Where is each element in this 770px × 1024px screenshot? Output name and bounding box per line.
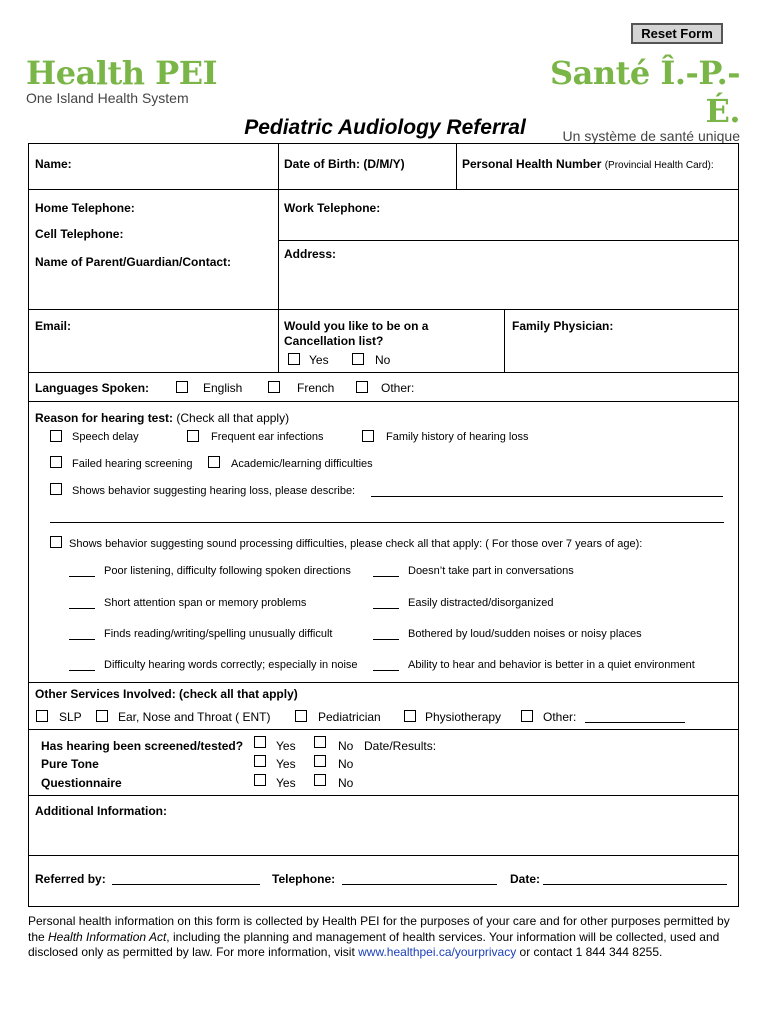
privacy-link[interactable]: www.healthpei.ca/yourprivacy (358, 945, 517, 959)
phn-label: Personal Health Number (462, 157, 602, 171)
screened-no-label: No (338, 739, 354, 753)
behavior-sound-processing-checkbox[interactable] (50, 536, 62, 548)
reason-heading: Reason for hearing test: (35, 411, 174, 425)
behavior-sound-processing-label: Shows behavior suggesting sound processing difficulties, please check all that apply: ( For those over 7 years of age): (69, 538, 643, 550)
family-physician-label: Family Physician: (512, 319, 614, 333)
divider (28, 189, 739, 190)
loud-noises-blank[interactable] (373, 639, 399, 640)
ear-infections-checkbox[interactable] (187, 430, 199, 442)
cancellation-yes-checkbox[interactable] (288, 353, 300, 365)
attention-span-label: Short attention span or memory problems (104, 597, 307, 609)
english-label: English (203, 381, 243, 395)
divider (28, 682, 739, 683)
english-checkbox[interactable] (176, 381, 188, 393)
french-checkbox[interactable] (268, 381, 280, 393)
cell-telephone-label: Cell Telephone: (35, 227, 124, 241)
reading-writing-label: Finds reading/writing/spelling unusually difficult (104, 628, 333, 640)
privacy-act: Health Information Act (48, 929, 167, 944)
academic-checkbox[interactable] (208, 456, 220, 468)
ear-infections-label: Frequent ear infections (211, 431, 324, 443)
reason-heading-group (35, 411, 289, 425)
loud-noises-label: Bothered by loud/sudden noises or noisy places (408, 628, 642, 640)
screened-yes-checkbox[interactable] (254, 736, 266, 748)
cancellation-no-label: No (375, 353, 391, 367)
reading-writing-blank[interactable] (69, 639, 95, 640)
questionnaire-no-checkbox[interactable] (314, 774, 326, 786)
french-label: French (297, 381, 335, 395)
ent-label: Ear, Nose and Throat ( ENT) (118, 710, 271, 724)
failed-screening-label: Failed hearing screening (72, 458, 193, 470)
home-telephone-label: Home Telephone: (35, 201, 135, 215)
conversations-label: Doesn’t take part in conversations (408, 565, 574, 577)
quiet-environment-label: Ability to hear and behavior is better in a quiet environment (408, 659, 695, 671)
physiotherapy-label: Physiotherapy (425, 710, 502, 724)
attention-span-blank[interactable] (69, 608, 95, 609)
distracted-label: Easily distracted/disorganized (408, 597, 554, 609)
cancellation-question: Would you like to be on a Cancellation list? (284, 319, 429, 348)
academic-label: Academic/learning difficulties (231, 458, 373, 470)
privacy-text-3: or contact 1 844 344 8255. (516, 945, 663, 959)
slp-checkbox[interactable] (36, 710, 48, 722)
divider (278, 143, 279, 189)
pure-tone-no-label: No (338, 757, 354, 771)
behavior-hearing-loss-label: Shows behavior suggesting hearing loss, please describe: (72, 485, 356, 497)
health-pei-logo (26, 54, 217, 106)
distracted-blank[interactable] (373, 608, 399, 609)
referred-by-line[interactable] (112, 884, 260, 885)
pure-tone-label: Pure Tone (41, 757, 99, 771)
reset-form-button[interactable]: Reset Form (631, 23, 723, 44)
other-service-line[interactable] (585, 722, 685, 723)
other-language-label: Other: (381, 381, 415, 395)
reason-heading-note: (Check all that apply) (176, 411, 290, 425)
physiotherapy-checkbox[interactable] (404, 710, 416, 722)
questionnaire-yes-checkbox[interactable] (254, 774, 266, 786)
questionnaire-yes-label: Yes (276, 776, 296, 790)
work-telephone-label: Work Telephone: (284, 201, 381, 215)
name-label: Name: (35, 157, 72, 171)
quiet-environment-blank[interactable] (373, 670, 399, 671)
privacy-text-1: Personal health information on this form is collected by Health PEI for the purposes of your care and for other purposes permitted by the (28, 914, 730, 944)
other-language-checkbox[interactable] (356, 381, 368, 393)
health-pei-tagline: One Island Health System (26, 90, 189, 106)
divider (278, 240, 739, 241)
divider (28, 401, 739, 402)
privacy-text-2: , including the planning and management of health services. Your information will be collected, used and disclosed only as permitted by law. For more information, visit (28, 929, 720, 959)
behavior-hearing-loss-checkbox[interactable] (50, 483, 62, 495)
email-label: Email: (35, 319, 72, 333)
date-results-label: Date/Results: (364, 739, 437, 753)
phn-note: (Provincial Health Card): (604, 160, 714, 171)
other-service-checkbox[interactable] (521, 710, 533, 722)
pure-tone-yes-checkbox[interactable] (254, 755, 266, 767)
describe-line-2[interactable] (50, 522, 724, 523)
cancellation-yes-label: Yes (309, 353, 329, 367)
sante-ipe-logo-text: Santé Î.-P.-É. (550, 54, 740, 130)
pure-tone-no-checkbox[interactable] (314, 755, 326, 767)
parent-guardian-label: Name of Parent/Guardian/Contact: (35, 255, 232, 269)
failed-screening-checkbox[interactable] (50, 456, 62, 468)
conversations-blank[interactable] (373, 576, 399, 577)
additional-info-label: Additional Information: (35, 804, 167, 818)
ent-checkbox[interactable] (96, 710, 108, 722)
slp-label: SLP (59, 710, 82, 724)
screened-no-checkbox[interactable] (314, 736, 326, 748)
date-label: Date: (510, 872, 541, 886)
services-heading: Other Services Involved: (check all that apply) (35, 687, 298, 701)
pediatrician-checkbox[interactable] (295, 710, 307, 722)
divider (456, 143, 457, 189)
cancellation-no-checkbox[interactable] (352, 353, 364, 365)
hearing-words-blank[interactable] (69, 670, 95, 671)
family-history-label: Family history of hearing loss (386, 431, 529, 443)
phn-label-group (462, 157, 714, 171)
divider (504, 309, 505, 372)
divider (28, 795, 739, 796)
screening-question: Has hearing been screened/tested? (41, 739, 244, 753)
speech-delay-checkbox[interactable] (50, 430, 62, 442)
divider (278, 189, 279, 372)
pediatrician-label: Pediatrician (318, 710, 381, 724)
sante-ipe-tagline: Un système de santé unique (562, 128, 740, 144)
form-title: Pediatric Audiology Referral (244, 116, 526, 139)
speech-delay-label: Speech delay (72, 431, 139, 443)
describe-line[interactable] (371, 496, 723, 497)
dob-label: Date of Birth: (D/M/Y) (284, 157, 405, 171)
divider (28, 729, 739, 730)
pure-tone-yes-label: Yes (276, 757, 296, 771)
poor-listening-label: Poor listening, difficulty following spoken directions (104, 565, 351, 577)
divider (28, 309, 739, 310)
family-history-checkbox[interactable] (362, 430, 374, 442)
address-label: Address: (284, 247, 337, 261)
referred-by-label: Referred by: (35, 872, 106, 886)
screened-yes-label: Yes (276, 739, 296, 753)
date-line[interactable] (543, 884, 727, 885)
telephone-label: Telephone: (272, 872, 336, 886)
divider (28, 372, 739, 373)
questionnaire-label: Questionnaire (41, 776, 122, 790)
poor-listening-blank[interactable] (69, 576, 95, 577)
divider (28, 855, 739, 856)
telephone-line[interactable] (342, 884, 497, 885)
hearing-words-label: Difficulty hearing words correctly; especially in noise (104, 659, 358, 671)
languages-label: Languages Spoken: (35, 381, 150, 395)
other-service-label: Other: (543, 710, 577, 724)
questionnaire-no-label: No (338, 776, 354, 790)
health-pei-logo-text: Health PEI (26, 54, 218, 92)
privacy-notice (28, 914, 744, 961)
